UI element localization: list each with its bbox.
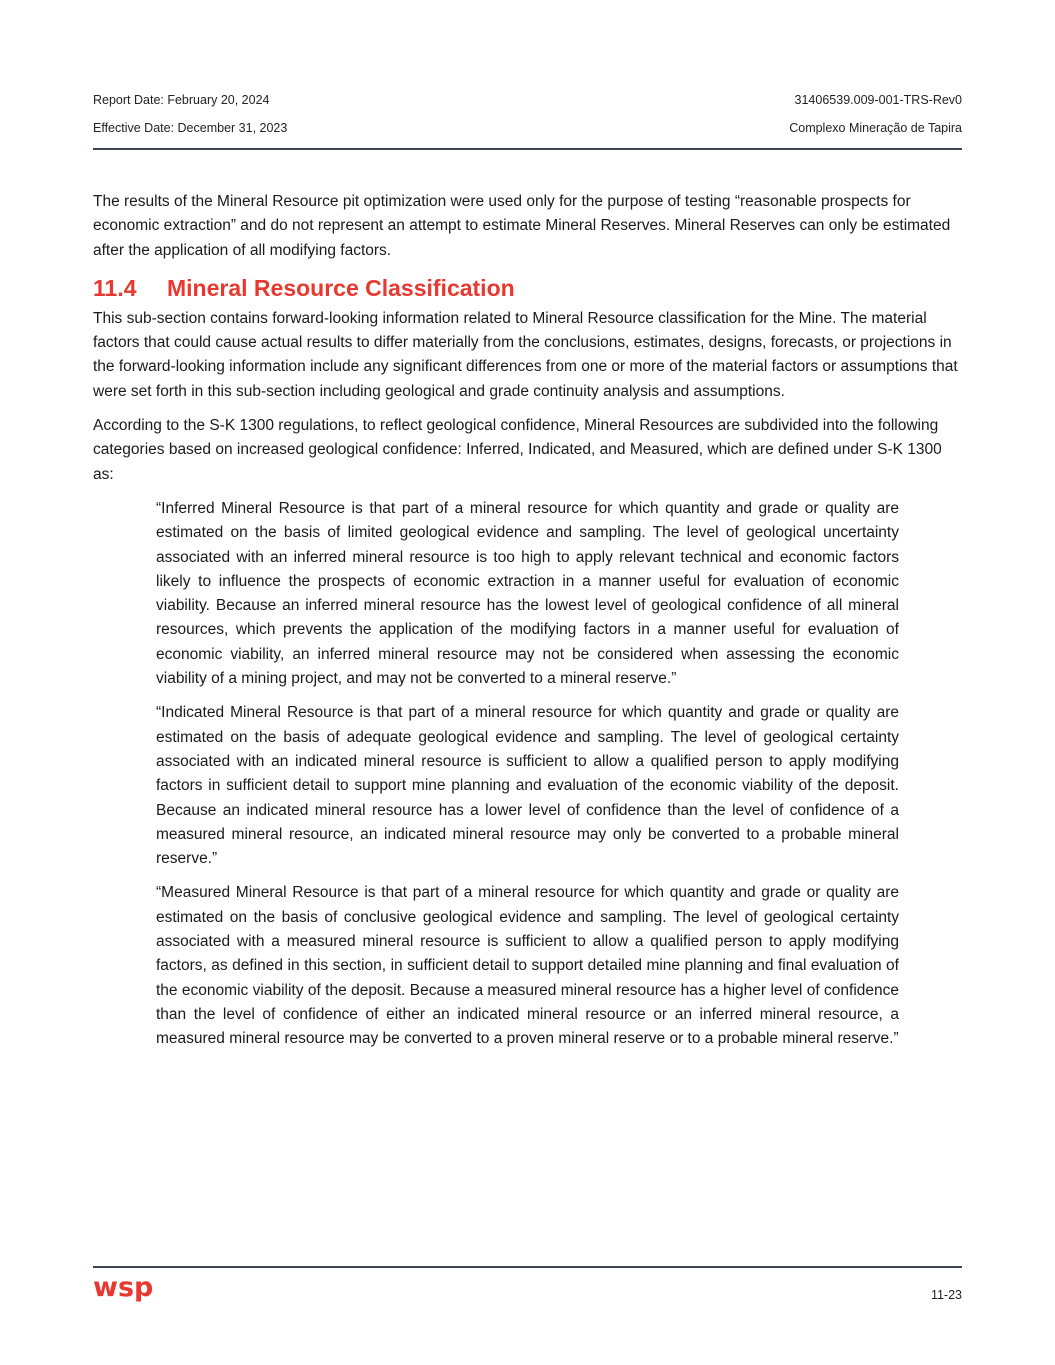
section-heading <box>93 273 962 303</box>
sk1300-paragraph: According to the S-K 1300 regulations, to reflect geological confidence, Mineral Resources are subdivided into the following categories based on increased geological confidence: Inferred, Indicated, and Measured, which are defined under S-K 1300 as: <box>93 417 942 483</box>
inferred-definition: “Inferred Mineral Resource is that part of a mineral resource for which quantity and grade or quality are estimated on the basis of limited geological evidence and sampling. The level of geological uncertainty associated with an inferred mineral resource is too high to apply relevant technical and economic factors likely to influence the prospects of economic extraction in a manner useful for evaluation of economic viability. Because an inferred mineral resource has the lowest level of geological confidence of all mineral resources, which prevents the application of the modifying factors in a manner useful for evaluation of economic viability, an inferred mineral resource may not be considered when assessing the economic viability of a mining project, and may not be converted to a mineral reserve.” <box>156 499 899 688</box>
definitions-block <box>156 497 899 1052</box>
wsp-logo-text: wsp <box>93 1275 154 1303</box>
effective-date: Effective Date: December 31, 2023 <box>93 121 288 135</box>
indicated-definition: “Indicated Mineral Resource is that part of a mineral resource for which quantity and grade or quality are estimated on the basis of adequate geological evidence and sampling. The level of geological certainty associated with an indicated mineral resource is sufficient to allow a qualified person to apply modifying factors in sufficient detail to support mine planning and evaluation of the economic viability of the deposit. Because an indicated mineral resource has a lower level of confidence than the level of confidence of a measured mineral resource, an indicated mineral resource may only be converted to a probable mineral reserve.” <box>156 704 899 868</box>
forward-looking-paragraph: This sub-section contains forward-looking information related to Mineral Resource classification for the Mine. The material factors that could cause actual results to differ materially from the conclusions, estimates, designs, forecasts, or projections in the forward-looking information include any significant differences from one or more of the material factors or assumptions that were set forth in this sub-section including geological and grade continuity analysis and assumptions. <box>93 309 958 400</box>
header-row-2 <box>93 120 962 137</box>
section-number: 11.4 <box>93 274 137 301</box>
section-title: Mineral Resource Classification <box>167 274 515 301</box>
wsp-logo <box>93 1275 157 1309</box>
page-content <box>93 190 962 1062</box>
document-id: 31406539.009-001-TRS-Rev0 <box>794 93 962 107</box>
report-date: Report Date: February 20, 2024 <box>93 93 270 107</box>
measured-definition: “Measured Mineral Resource is that part of a mineral resource for which quantity and grade or quality are estimated on the basis of conclusive geological evidence and sampling. The level of geological certainty associated with a measured mineral resource is sufficient to allow a qualified person to apply modifying factors, as defined in this section, in sufficient detail to support detailed mine planning and final evaluation of the economic viability of the deposit. Because a measured mineral resource has a higher level of confidence than the level of confidence of either an indicated mineral resource or an inferred mineral resource, a measured mineral resource may be converted to a proven mineral reserve or to a probable mineral reserve.” <box>156 884 899 1048</box>
intro-paragraph: The results of the Mineral Resource pit optimization were used only for the purpose of testing “reasonable prospects for economic extraction” and do not represent an attempt to estimate Mineral Reserves. Mineral Reserves can only be estimated after the application of all modifying factors. <box>93 193 951 259</box>
page-header <box>93 92 962 150</box>
project-name: Complexo Mineração de Tapira <box>789 121 962 135</box>
header-row-1 <box>93 92 962 109</box>
page-number: 11-23 <box>930 1288 962 1302</box>
page-footer <box>93 1266 962 1303</box>
